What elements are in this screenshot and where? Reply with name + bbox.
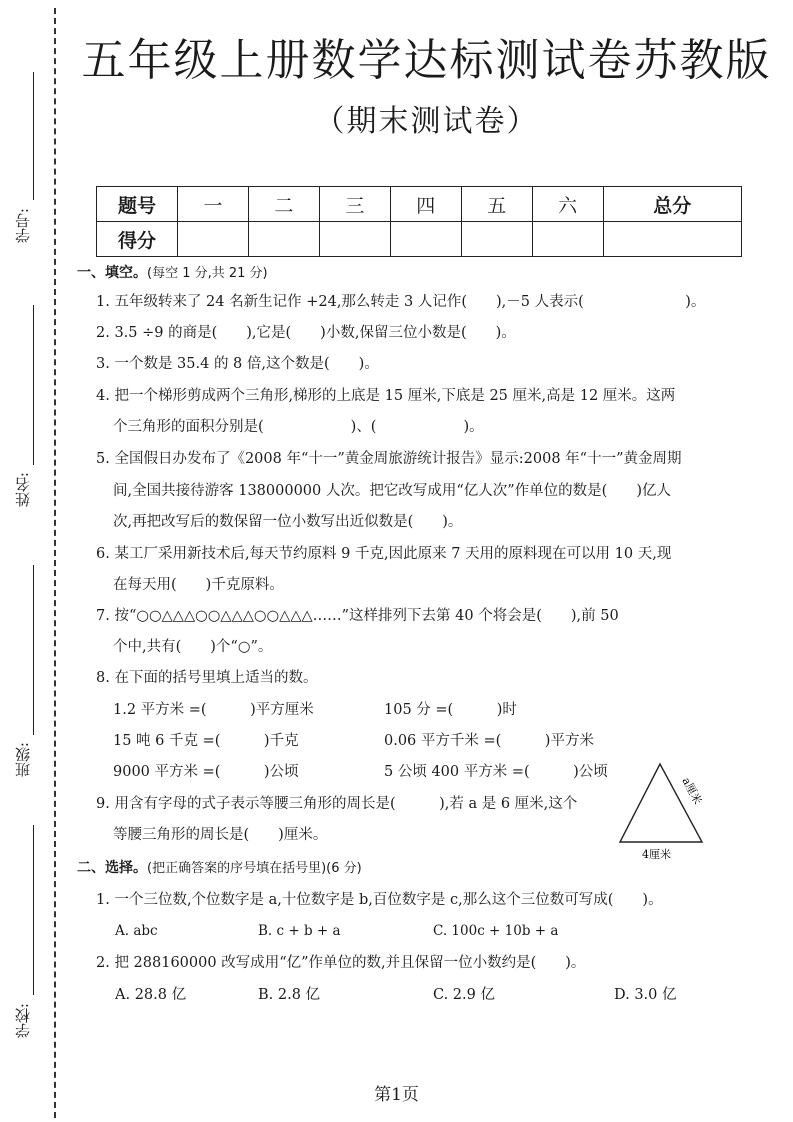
score-table-header-row (97, 187, 742, 222)
conversion-item: 0.06 平方千米 =( )平方米 (384, 733, 594, 749)
header-cell: 题号 (97, 187, 178, 222)
score-table (96, 186, 742, 257)
page-subtitle: （期末测试卷） (314, 104, 539, 139)
name-label: 姓名: (14, 472, 32, 508)
page-title: 五年级上册数学达标测试卷苏教版 (81, 35, 772, 86)
student-id-label: 学号: (14, 208, 32, 244)
question-1-8: 8. 在下面的括号里填上适当的数。 (96, 670, 318, 686)
conversion-item: 1.2 平方米 =( )平方厘米 (113, 702, 314, 718)
option-b[interactable]: B. c + b + a (258, 923, 341, 939)
question-1-1: 1. 五年级转来了 24 名新生记作 +24,那么转走 3 人记作( ),－5 人表示( )。 (96, 294, 706, 310)
option-c[interactable]: C. 100c + 10b + a (433, 923, 559, 939)
header-cell: 五 (461, 187, 532, 222)
student-id-line (33, 72, 34, 200)
section1-title: 一、填空。 (77, 265, 147, 281)
question-1-6-line2: 在每天用( )千克原料。 (113, 577, 284, 593)
score-table-score-row (97, 222, 742, 257)
option-a[interactable]: A. 28.8 亿 (115, 987, 187, 1003)
score-cell[interactable] (603, 222, 741, 257)
question-1-3: 3. 一个数是 35.4 的 8 倍,这个数是( )。 (96, 356, 379, 372)
header-cell: 六 (532, 187, 603, 222)
conversion-item: 15 吨 6 千克 =( )千克 (113, 733, 299, 749)
class-line (33, 565, 34, 735)
header-cell: 一 (178, 187, 249, 222)
question-1-5-line3: 次,再把改写后的数保留一位小数写出近似数是( )。 (113, 514, 463, 530)
section2-title: 二、选择。 (77, 860, 147, 876)
option-b[interactable]: B. 2.8 亿 (258, 987, 321, 1003)
isosceles-triangle-figure (612, 760, 722, 865)
question-1-9-line1: 9. 用含有字母的式子表示等腰三角形的周长是( ),若 a 是 6 厘米,这个 (96, 796, 578, 812)
header-cell: 四 (390, 187, 461, 222)
question-1-2: 2. 3.5 ÷9 的商是( ),它是( )小数,保留三位小数是( )。 (96, 325, 516, 341)
question-1-7-line1: 7. 按“○○△△△○○△△△○○△△△……”这样排列下去第 40 个将会是( ),前 50 (96, 608, 619, 624)
section1-note: (每空 1 分,共 21 分) (147, 266, 268, 281)
score-cell[interactable] (390, 222, 461, 257)
option-a[interactable]: A. abc (115, 923, 158, 939)
option-d[interactable]: D. 3.0 亿 (614, 987, 677, 1003)
score-cell[interactable] (461, 222, 532, 257)
header-cell: 三 (319, 187, 390, 222)
section2-note: (把正确答案的序号填在括号里)(6 分) (147, 861, 362, 876)
class-label: 班级: (14, 742, 32, 778)
score-cell[interactable] (319, 222, 390, 257)
question-1-9-line2: 等腰三角形的周长是( )厘米。 (113, 827, 328, 843)
section1-heading (77, 262, 268, 282)
header-cell: 二 (248, 187, 319, 222)
question-1-6-line1: 6. 某工厂采用新技术后,每天节约原料 9 千克,因此原来 7 天用的原料现在可以用 10 天,现 (96, 546, 672, 562)
triangle-side-label: a厘米 (679, 775, 705, 807)
question-1-5-line1: 5. 全国假日办发布了《2008 年“十一”黄金周旅游统计报告》显示:2008 年“十一”黄金周期 (96, 451, 682, 467)
name-line (33, 305, 34, 465)
school-line (33, 825, 34, 995)
row-label-cell: 得分 (97, 222, 178, 257)
conversion-item: 105 分 =( )时 (384, 702, 517, 718)
question-1-7-line2: 个中,共有( )个“○”。 (113, 639, 273, 655)
binding-dashed-line (54, 8, 56, 1118)
header-cell: 总分 (603, 187, 741, 222)
score-cell[interactable] (178, 222, 249, 257)
question-1-4-line1: 4. 把一个梯形剪成两个三角形,梯形的上底是 15 厘米,下底是 25 厘米,高是 12 厘米。这两 (96, 388, 676, 404)
conversion-item: 9000 平方米 =( )公顷 (113, 764, 299, 780)
question-1-4-line2: 个三角形的面积分别是( )、( )。 (113, 419, 484, 435)
score-cell[interactable] (532, 222, 603, 257)
triangle-base-label: 4厘米 (642, 848, 671, 861)
page-number: 第1页 (374, 1085, 419, 1105)
score-cell[interactable] (248, 222, 319, 257)
question-1-5-line2: 间,全国共接待游客 138000000 人次。把它改写成用“亿人次”作单位的数是( )亿人 (113, 483, 671, 499)
conversion-item: 5 公顷 400 平方米 =( )公顷 (384, 764, 608, 780)
option-c[interactable]: C. 2.9 亿 (433, 987, 495, 1003)
section2-heading (77, 857, 362, 877)
question-2-2: 2. 把 288160000 改写成用“亿”作单位的数,并且保留一位小数约是( )。 (96, 955, 586, 971)
question-2-1: 1. 一个三位数,个位数字是 a,十位数字是 b,百位数字是 c,那么这个三位数可写成( )。 (96, 892, 663, 908)
school-label: 学校: (14, 1003, 32, 1039)
